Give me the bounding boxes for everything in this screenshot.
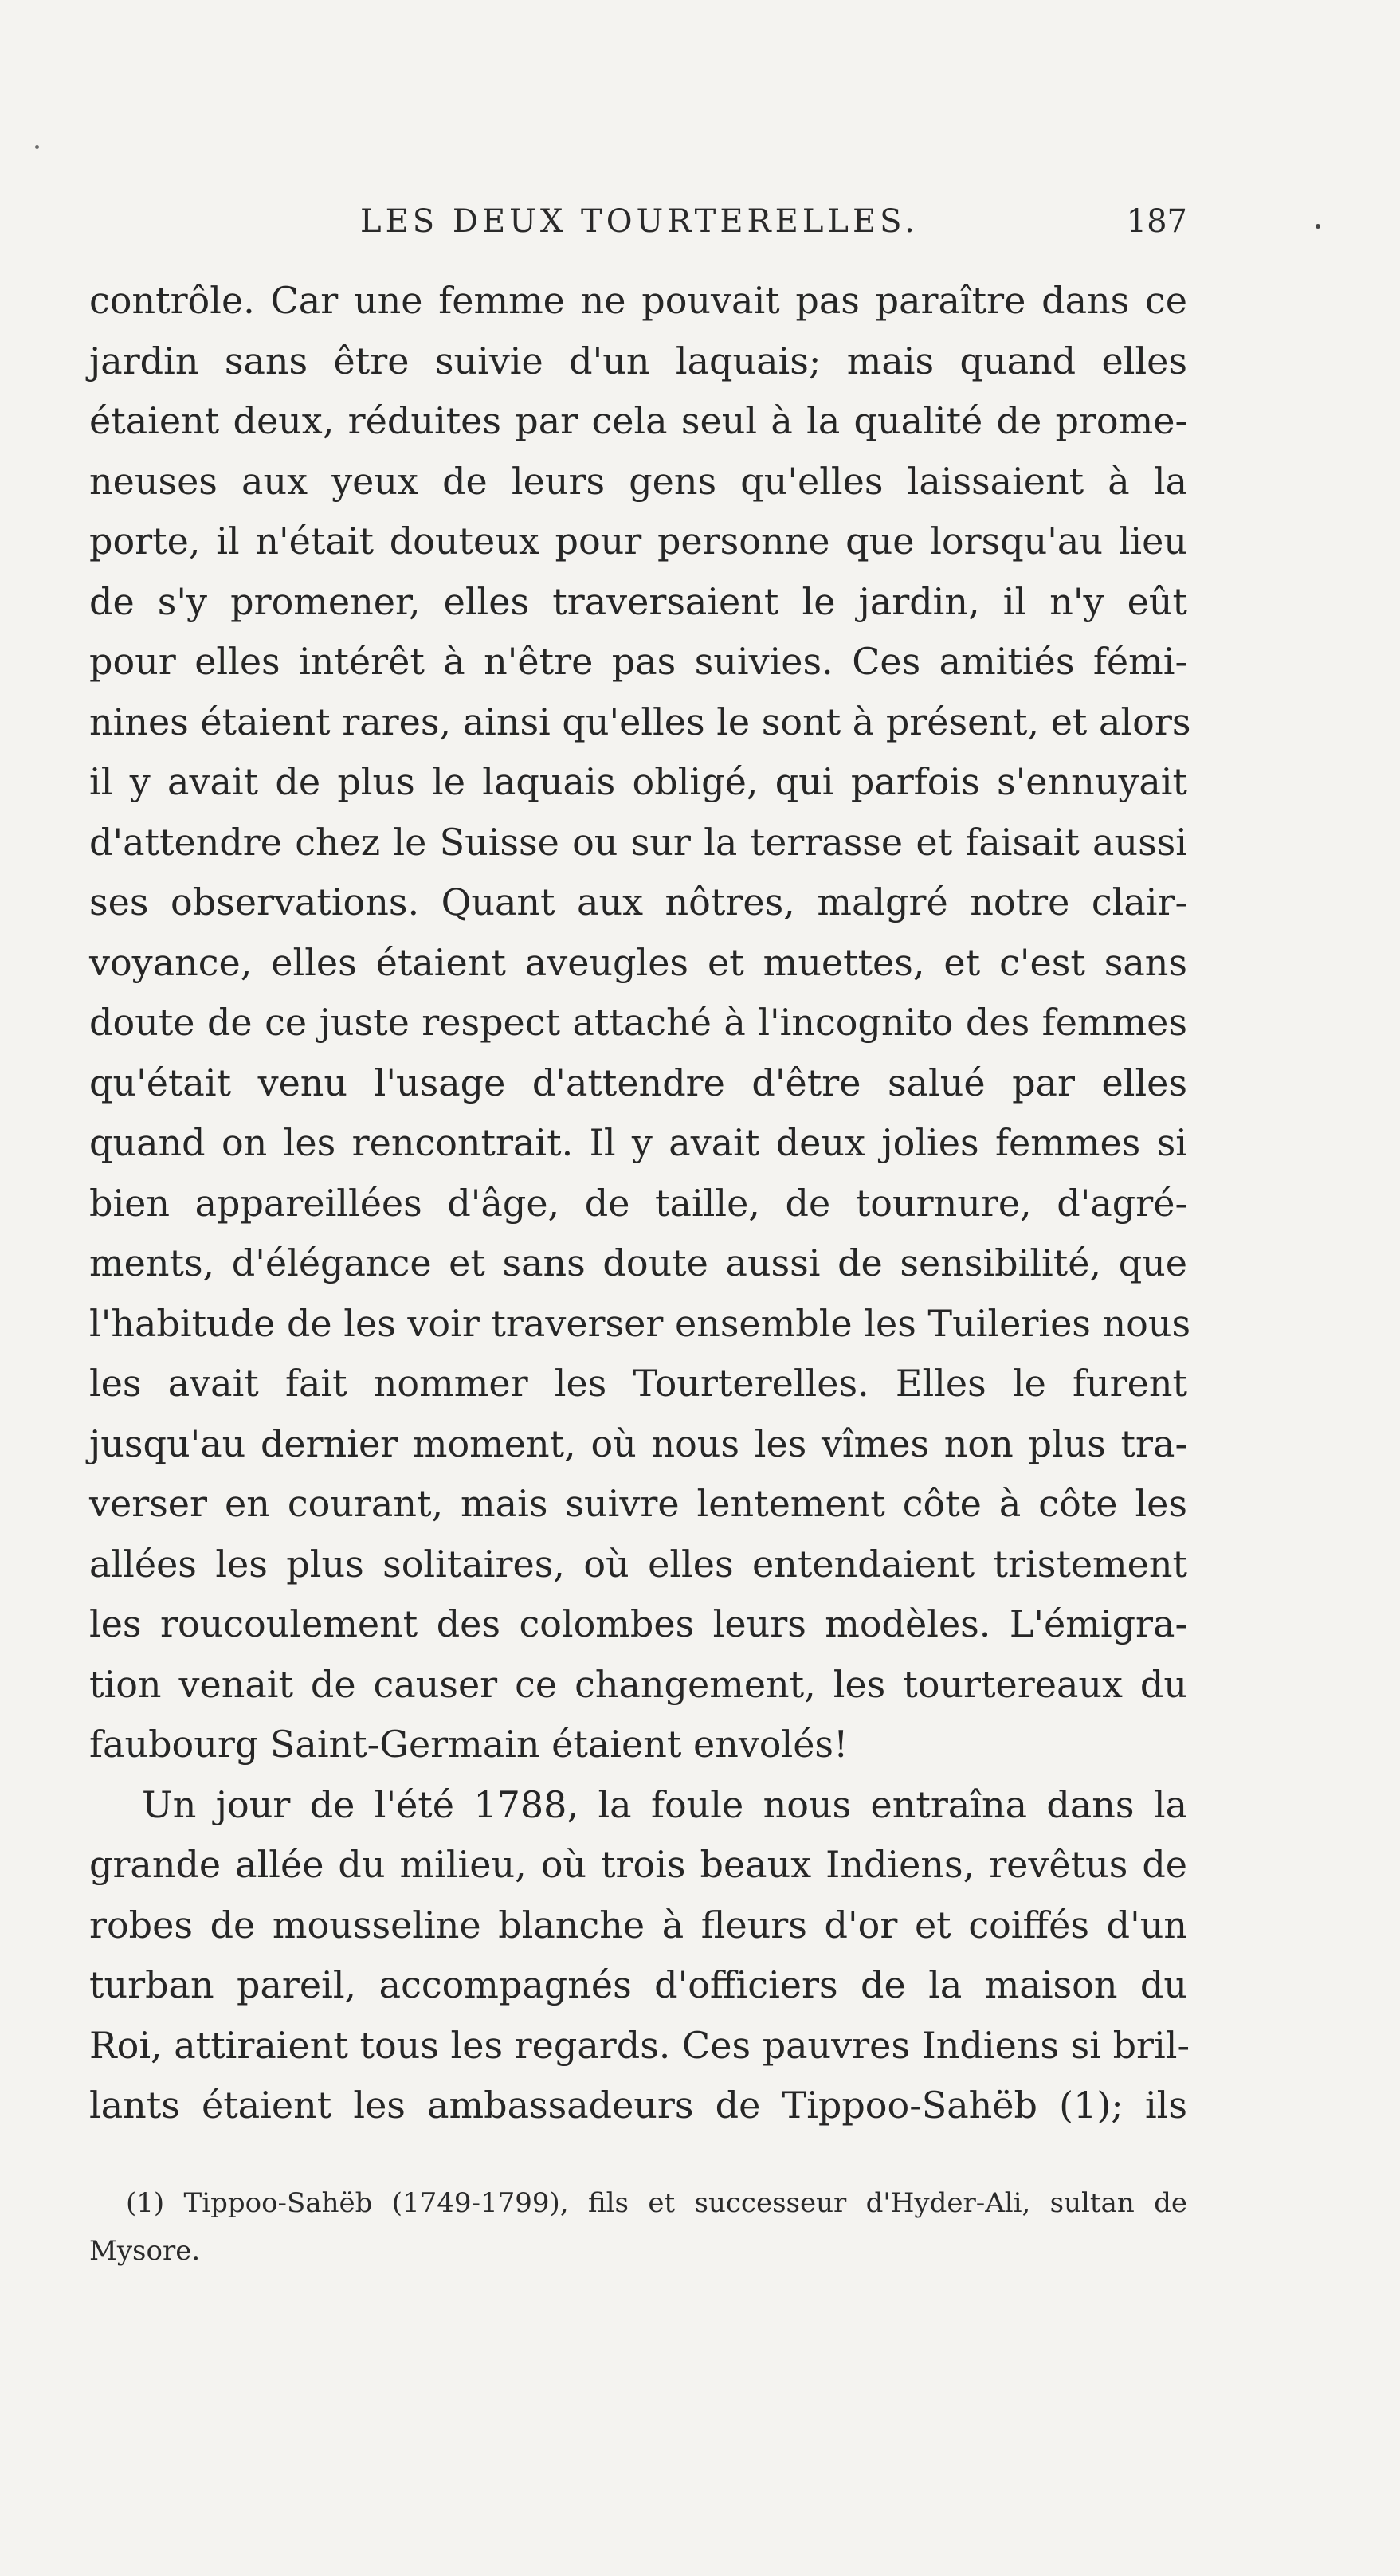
text-line: il y avait de plus le laquais obligé, qui parfois s'ennuyait (89, 760, 1187, 803)
footnote-line: (1) Tippoo-Sahëb (1749-1799), fils et successeur d'Hyder-Ali, sultan de (126, 2187, 1187, 2219)
text-line: bien appareillées d'âge, de taille, de tournure, d'agré- (89, 1181, 1187, 1225)
body-text (89, 271, 1191, 2136)
text-line: neuses aux yeux de leurs gens qu'elles laissaient à la (89, 459, 1187, 503)
text-line: grande allée du milieu, où trois beaux Indiens, revêtus de (89, 1843, 1187, 1886)
text-line: l'habitude de les voir traverser ensemble les Tuileries nous (89, 1301, 1191, 1345)
text-line: jusqu'au dernier moment, où nous les vîmes non plus tra- (89, 1421, 1187, 1465)
text-line: verser en courant, mais suivre lentement côte à côte les (89, 1482, 1187, 1525)
text-line: doute de ce juste respect attaché à l'incognito des femmes (89, 1001, 1187, 1044)
paper-speck (35, 145, 39, 149)
text-line: tion venait de causer ce changement, les tourtereaux du (89, 1662, 1187, 1706)
text-line: étaient deux, réduites par cela seul à la qualité de prome- (89, 399, 1187, 442)
text-line: nines étaient rares, ainsi qu'elles le sont à présent, et alors (89, 700, 1191, 743)
text-line: allées les plus solitaires, où elles entendaient tristement (89, 1542, 1187, 1586)
running-title: LES DEUX TOURTERELLES. (360, 203, 919, 240)
text-line: turban pareil, accompagnés d'officiers de la maison du (89, 1963, 1187, 2006)
text-line: ments, d'élégance et sans doute aussi de sensibilité, que (89, 1241, 1187, 1284)
text-line: lants étaient les ambassadeurs de Tippoo-Sahëb (1); ils (89, 2084, 1187, 2127)
paragraph (89, 1775, 1190, 2136)
text-line: porte, il n'était douteux pour personne que lorsqu'au lieu (89, 520, 1187, 563)
text-line: qu'était venu l'usage d'attendre d'être salué par elles (89, 1061, 1187, 1104)
page-header (89, 198, 1187, 245)
text-line: ses observations. Quant aux nôtres, malgré notre clair- (89, 880, 1187, 923)
text-line: faubourg Saint-Germain étaient envolés! (89, 1723, 849, 1766)
text-line: voyance, elles étaient aveugles et muettes, et c'est sans (89, 940, 1187, 984)
text-line: pour elles intérêt à n'être pas suivies. Ces amitiés fémi- (89, 640, 1187, 683)
paper-speck (1316, 224, 1320, 229)
text-line: d'attendre chez le Suisse ou sur la terrasse et faisait aussi (89, 820, 1187, 864)
page-number: 187 (1126, 203, 1187, 240)
text-line: quand on les rencontrait. Il y avait deux jolies femmes si (89, 1121, 1187, 1164)
text-line: de s'y promener, elles traversaient le jardin, il n'y eût (89, 579, 1187, 623)
footnote (89, 2179, 1187, 2275)
footnote-line: Mysore. (89, 2235, 201, 2267)
text-line: contrôle. Car une femme ne pouvait pas paraître dans ce (89, 279, 1187, 322)
paragraph (89, 271, 1191, 1775)
text-line: jardin sans être suivie d'un laquais; mais quand elles (89, 339, 1187, 382)
text-line: Un jour de l'été 1788, la foule nous entraîna dans la (142, 1782, 1187, 1826)
text-line: les avait fait nommer les Tourterelles. Elles le furent (89, 1362, 1187, 1405)
text-line: les roucoulement des colombes leurs modèles. L'émigra- (89, 1602, 1187, 1645)
text-line: robes de mousseline blanche à fleurs d'or et coiffés d'un (89, 1903, 1187, 1947)
text-line: Roi, attiraient tous les regards. Ces pauvres Indiens si bril- (89, 2023, 1190, 2067)
